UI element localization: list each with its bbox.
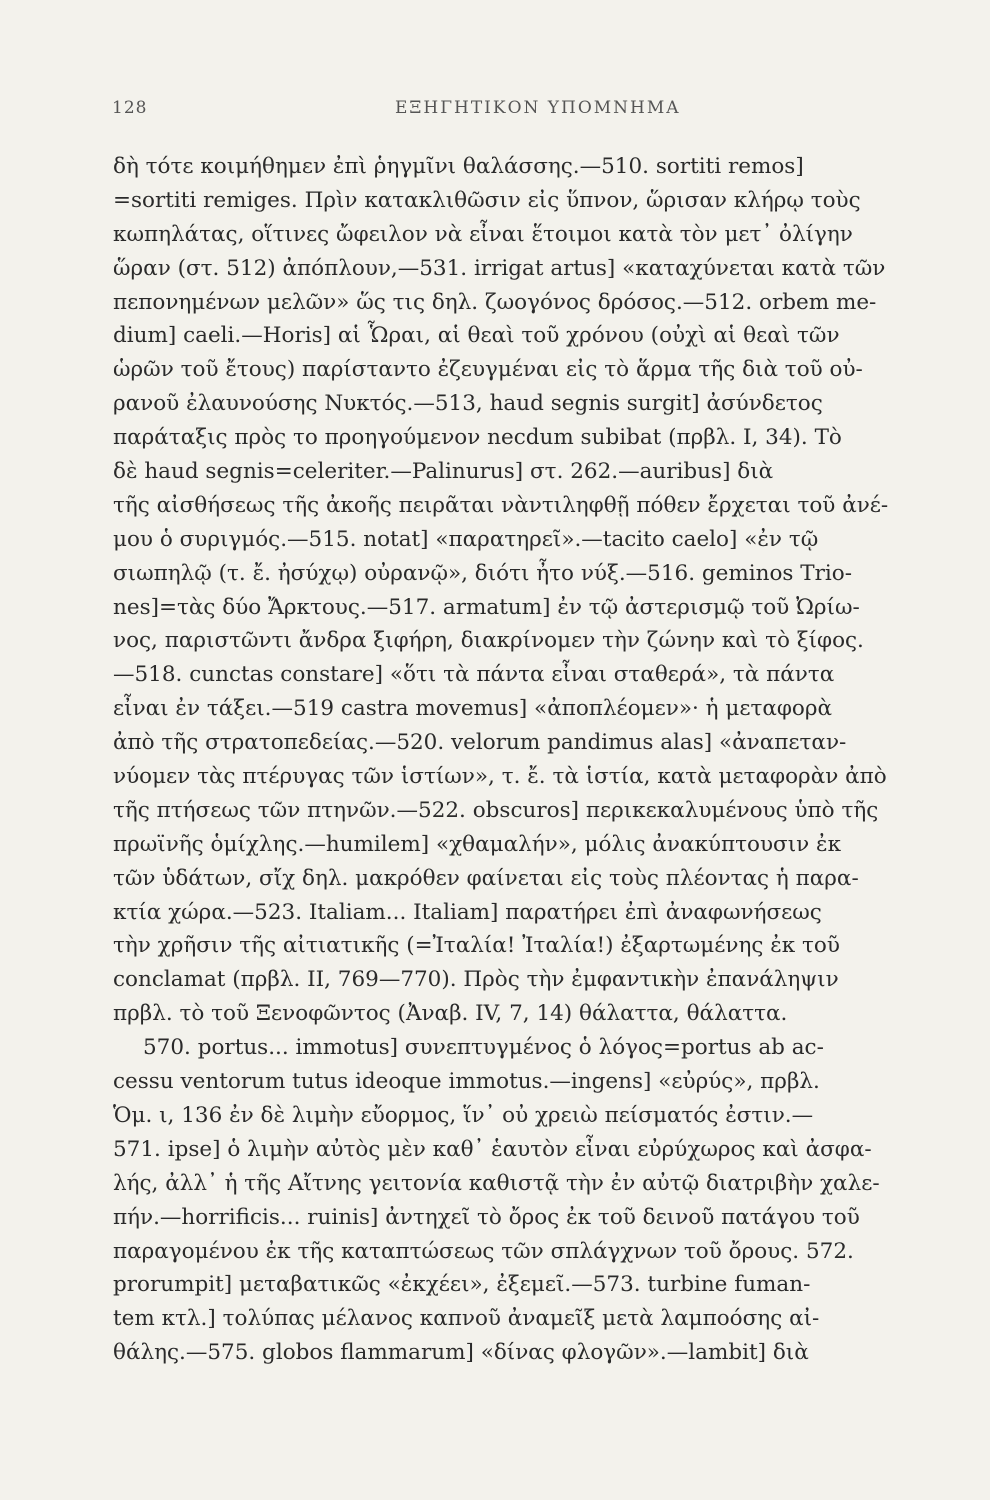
page-number: 128 [112,98,148,118]
text-line: 571. ipse] ὁ λιμὴν αὐτὸς μὲν καθ᾽ ἑαυτὸν εἶναι εὐρύχωρος καὶ ἀσφα- [113,1136,872,1162]
text-line: σιωπηλῷ (τ. ἔ. ἠσύχῳ) οὐρανῷ», διότι ἦτο νύξ.—516. geminos Trio- [113,560,852,586]
text-line: πεπονημένων μελῶν» ὥς τις δηλ. ζωογόνος δρόσος.—512. orbem me- [113,289,877,315]
text-line: δὴ τότε κοιμήθημεν ἐπὶ ῥηγμῖνι θαλάσσης.—510. sortiti remos] [113,154,804,179]
text-line: 570. portus... immotus] συνεπτυγμένος ὁ λόγος=portus ab ac- [143,1035,824,1061]
text-line: εἶναι ἐν τάξει.—519 castra movemus] «ἀποπλέομεν»· ἡ μεταφορὰ [113,696,833,722]
text-line: πρβλ. τὸ τοῦ Ξενοφῶντος (Ἀναβ. IV, 7, 14) θάλαττα, θάλαττα. [113,1001,788,1027]
running-title: ΕΞΗΓΗΤΙΚΟΝ ΥΠΟΜΝΗΜΑ [395,98,681,118]
text-line: ἀπὸ τῆς στρατοπεδείας.—520. velorum pandimus alas] «ἀναπεταν- [113,730,847,756]
text-line: —518. cunctas constare] «ὅτι τὰ πάντα εἶναι σταθερά», τὰ πάντα [113,662,835,688]
text-line: ὥραν (στ. 512) ἀπόπλουν,—531. irrigat artus] «καταχύνεται κατὰ τῶν [113,255,886,281]
commentary-text [113,150,951,1370]
text-line: prorumpit] μεταβατικῶς «ἐκχέει», ἐξεμεῖ.—573. turbine fuman- [113,1272,811,1298]
text-line: nes]=τὰς δύο Ἄρκτους.—517. armatum] ἐν τῷ ἀστερισμῷ τοῦ Ὠρίω- [113,594,860,620]
text-line: ὡρῶν τοῦ ἔτους) παρίσταντο ἐζευγμέναι εἰς τὸ ἅρμα τῆς διὰ τοῦ οὐ- [113,357,863,383]
text-line: παράταξις πρὸς το προηγούμενον necdum subibat (πρβλ. I, 34). Τὸ [113,425,842,451]
text-line: πήν.—horrificis... ruinis] ἀντηχεῖ τὸ ὄρος ἐκ τοῦ δεινοῦ πατάγου τοῦ [113,1204,860,1230]
text-line: νύομεν τὰς πτέρυγας τῶν ἱστίων», τ. ἔ. τὰ ἱστία, κατὰ μεταφορὰν ἀπὸ [113,764,887,790]
text-line: ρανοῦ ἐλαυνούσης Νυκτός.—513, haud segnis surgit] ἀσύνδετος [113,391,823,417]
text-line: Ὁμ. ι, 136 ἐν δὲ λιμὴν εὔορμος, ἵν᾽ οὐ χρειὼ πείσματός ἐστιν.— [113,1102,814,1128]
text-line: δὲ haud segnis=celeriter.—Palinurus] στ. 262.—auribus] διὰ [113,459,774,485]
text-line: θάλης.—575. globos flammarum] «δίνας φλογῶν».—lambit] διὰ [113,1340,809,1366]
text-line: conclamat (πρβλ. II, 769—770). Πρὸς τὴν ἐμφαντικὴν ἐπανάληψιν [113,967,839,993]
text-line: πρωϊνῆς ὁμίχλης.—humilem] «χθαμαλήν», μόλις ἀνακύπτουσιν ἐκ [113,831,842,857]
text-line: τῆς πτήσεως τῶν πτηνῶν.—522. obscuros] περικεκαλυμένους ὑπὸ τῆς [113,797,879,823]
text-line: κτία χώρα.—523. Italiam... Italiam] παρατήρει ἐπὶ ἀναφωνήσεως [113,899,822,925]
text-line: τῶν ὑδάτων, σἴχ δηλ. μακρόθεν φαίνεται εἰς τοὺς πλέοντας ἡ παρα- [113,865,859,891]
text-line: dium] caeli.—Horis] αἱ Ὧραι, αἱ θεαὶ τοῦ χρόνου (οὐχὶ αἱ θεαὶ τῶν [113,323,840,349]
text-line: τὴν χρῆσιν τῆς αἰτιατικῆς (=Ἰταλία! Ἰταλία!) ἐξαρτωμένης ἐκ τοῦ [113,933,840,959]
page-header [112,98,902,128]
text-line: λής, ἀλλ᾽ ἡ τῆς Αἴτνης γειτονία καθιστᾷ τὴν ἐν αὐτῷ διατριβὴν χαλε- [113,1170,880,1196]
text-line: cessu ventorum tutus ideoque immotus.—ingens] «εὐρύς», πρβλ. [113,1069,820,1095]
text-line: μου ὁ συριγμός.—515. notat] «παρατηρεῖ».—tacito caelo] «ἐν τῷ [113,526,819,552]
text-line: κωπηλάτας, οἵτινες ὤφειλον νὰ εἶναι ἕτοιμοι κατὰ τὸν μετ᾽ ὀλίγην [113,221,853,247]
text-line: τῆς αἰσθήσεως τῆς ἀκοῆς πειρᾶται νὰντιληφθῇ πόθεν ἔρχεται τοῦ ἀνέ- [113,492,889,518]
text-line: tem κτλ.] τολύπας μέλανος καπνοῦ ἀναμεῖξ μετὰ λαμποόσης αἰ- [113,1306,820,1332]
text-line: =sortiti remiges. Πρὶν κατακλιθῶσιν εἰς ὕπνον, ὥρισαν κλήρῳ τοὺς [113,187,861,213]
text-line: νος, παριστῶντι ἄνδρα ξιφήρη, διακρίνομεν τὴν ζώνην καὶ τὸ ξίφος. [113,628,864,654]
text-line: παραγομένου ἐκ τῆς καταπτώσεως τῶν σπλάγχνων τοῦ ὄρους. 572. [113,1238,854,1264]
